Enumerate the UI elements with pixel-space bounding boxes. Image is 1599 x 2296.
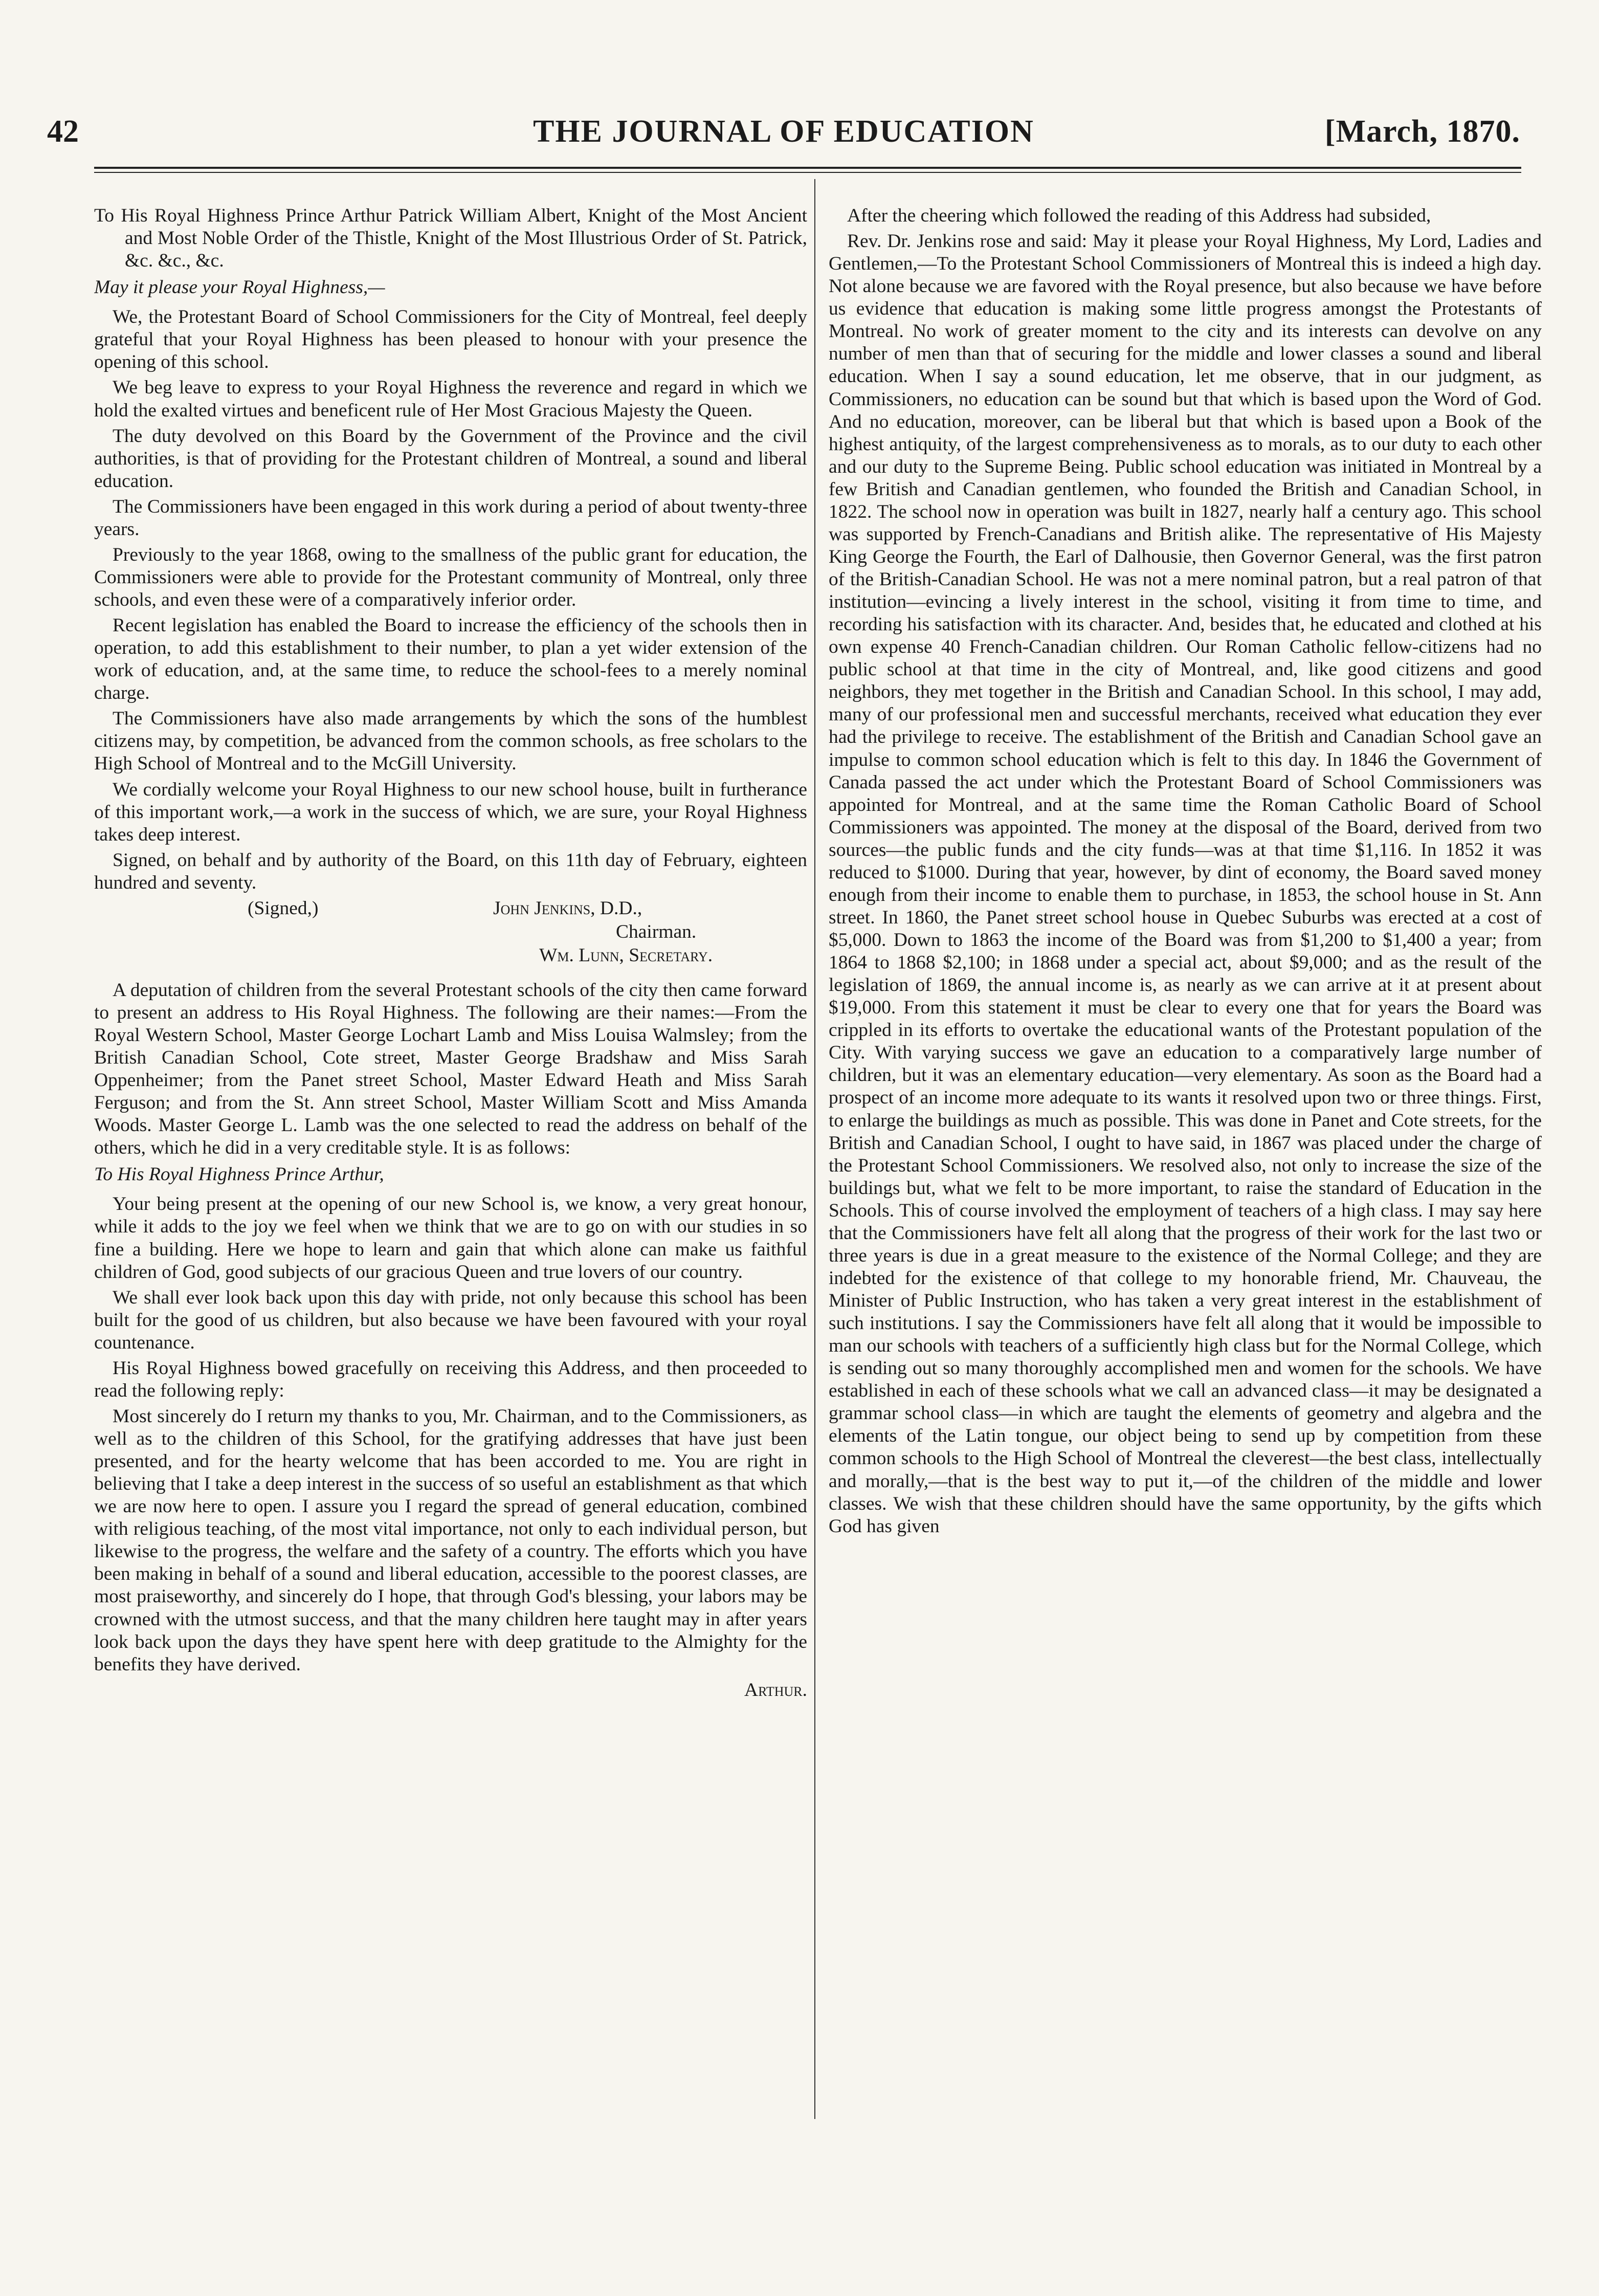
address-paragraph: We cordially welcome your Royal Highness to our new school house, built in furtherance of this important work,—a work in the success of which, we are sure, your Royal Highness takes deep interest. bbox=[94, 779, 807, 845]
issue-date: [March, 1870. bbox=[1324, 114, 1520, 149]
reply-signature: Arthur. bbox=[744, 1679, 807, 1701]
address-paragraph: The Commissioners have been engaged in this work during a period of about twenty-three years. bbox=[94, 496, 807, 540]
address-paragraph: The duty devolved on this Board by the Government of the Province and the civil authorities, is that of providing for the Protestant children of Montreal, a sound and liberal education. bbox=[94, 425, 807, 492]
header-rule-thick bbox=[94, 167, 1521, 169]
address-paragraph: Recent legislation has enabled the Board to increase the efficiency of the schools then in operation, to add this establishment to their number, to plan a yet wider extension of the work of education, and, at the same time, to reduce the school-fees to a merely nominal charge. bbox=[94, 615, 807, 704]
salutation: May it please your Royal Highness,— bbox=[94, 277, 385, 298]
bowed-paragraph: His Royal Highness bowed gracefully on receiving this Address, and then proceeded to read the following reply: bbox=[94, 1357, 807, 1401]
page-number: 42 bbox=[47, 114, 79, 149]
journal-title: THE JOURNAL OF EDUCATION bbox=[533, 114, 1034, 149]
signed-label: (Signed,) bbox=[248, 897, 319, 919]
address-paragraph: Signed, on behalf and by authority of the Board, on this 11th day of February, eighteen hundred and seventy. bbox=[94, 849, 807, 893]
address-paragraph: We, the Protestant Board of School Commissioners for the City of Montreal, feel deeply grateful that your Royal Highness has been pleased to honour with your presence the opening of this school. bbox=[94, 306, 807, 373]
reply-paragraph: Most sincerely do I return my thanks to you, Mr. Chairman, and to the Commissioners, as well as to the children of this School, for the gratifying addresses that have just been presented, and for the hearty welcome that has been accorded to me. You are right in believing that I take a deep interest in the success of so useful an establishment as that which we are now here to open. I assure you I regard the spread of general education, combined with religious teaching, of the most vital importance, not only to each individual person, but likewise to the progress, the welfare and the safety of a country. The efforts which you have been making in behalf of a sound and liberal education, accessible to the poorest classes, are most praiseworthy, and sincerely do I hope, that through God's blessing, your labors may be crowned with the utmost success, and that the many children here taught may in after years look back upon the days they have spent here with deep gratitude to the Almighty for the benefits they have derived. bbox=[94, 1405, 807, 1675]
children-address-heading: To His Royal Highness Prince Arthur, bbox=[94, 1164, 384, 1185]
signature-block bbox=[94, 897, 807, 968]
page-header bbox=[47, 114, 1520, 157]
children-address-paragraph: Your being present at the opening of our new School is, we know, a very great honour, while it adds to the joy we feel when we think that we are to go on with our studies in so fine a building. Here we hope to learn and gain that which alone can make us faithful children of God, good subjects of our gracious Queen and true lovers of our country. bbox=[94, 1194, 807, 1283]
column-divider bbox=[814, 179, 815, 2119]
signatory-chairman: John Jenkins, D.D., bbox=[493, 897, 642, 919]
header-rule-thin bbox=[94, 172, 1521, 173]
address-paragraph: The Commissioners have also made arrangements by which the sons of the humblest citizens may, by competition, be advanced from the common schools, as free scholars to the High School of Montreal and to the McGill University. bbox=[94, 708, 807, 775]
right-column bbox=[829, 205, 1542, 2118]
signatory-secretary: Wm. Lunn, Secretary. bbox=[539, 944, 713, 966]
children-address-paragraph: We shall ever look back upon this day with pride, not only because this school has been built for the good of us children, but also because we have been favoured with your royal countenance. bbox=[94, 1287, 807, 1353]
deputation-paragraph: A deputation of children from the several Protestant schools of the city then came forward to present an address to His Royal Highness. The following are their names:—From the Royal Western School, Master George Lochart Lamb and Miss Louisa Walmsley; from the British Canadian School, Cote street, Master George Bradshaw and Miss Sarah Oppenheimer; from the Panet street School, Master Edward Heath and Miss Sarah Ferguson; and from the St. Ann street School, Master William Scott and Miss Amanda Woods. Master George L. Lamb was the one selected to read the address on behalf of the others, which he did in a very creditable style. It is as follows: bbox=[94, 979, 807, 1159]
address-paragraph: We beg leave to express to your Royal Highness the reverence and regard in which we hold the exalted virtues and beneficent rule of Her Most Gracious Majesty the Queen. bbox=[94, 377, 807, 421]
address-paragraph: Previously to the year 1868, owing to the smallness of the public grant for education, the Commissioners were able to provide for the Protestant community of Montreal, only three schools, and even these were of a comparatively inferior order. bbox=[94, 544, 807, 610]
cheering-paragraph: After the cheering which followed the reading of this Address had subsided, bbox=[847, 205, 1431, 226]
address-heading: To His Royal Highness Prince Arthur Patrick William Albert, Knight of the Most Ancient and Most Noble Order of the Thistle, Knight of the Most Illustrious Order of St. Patrick, &c. &c., &c. bbox=[94, 205, 807, 272]
chairman-title: Chairman. bbox=[616, 921, 697, 942]
left-column bbox=[94, 205, 807, 2118]
jenkins-speech: Rev. Dr. Jenkins rose and said: May it please your Royal Highness, My Lord, Ladies and Gentlemen,—To the Protestant School Commissioners of Montreal this is indeed a high day. Not alone because we are favored with the Royal presence, but also because we have before us evidence that education is making some little progress amongst the Protestants of Montreal. No work of greater moment to the city and its interests can devolve on any number of men than that of securing for the middle and lower classes a sound and liberal education. When I say a sound education, let me observe, that in our judgment, as Commissioners, no education can be sound but that which is based upon the Word of God. And no education, moreover, can be liberal but that which is based upon a Book of the highest antiquity, of the largest comprehensiveness as to morals, as to our duty to each other and our duty to the Supreme Being. Public school education was initiated in Montreal by a few British and Canadian gentlemen, who founded the British and Canadian School, in 1822. The school now in operation was built in 1827, nearly half a century ago. This school was supported by French-Canadians and British alike. The representative of His Majesty King George the Fourth, the Earl of Dalhousie, then Governor General, was the first patron of the British-Canadian School. He was not a mere nominal patron, but a real patron of that institution—evincing a lively interest in the school, visiting it from time to time, and recording his satisfaction with its character. And, besides that, he educated and clothed at his own expense 40 French-Canadian children. Our Roman Catholic fellow-citizens had no public school at that time in the city of Montreal, and, like good citizens and good neighbors, they met together in the British and Canadian School. In this school, I may add, many of our professional men and successful merchants, received what education they ever had the privilege to receive. The establishment of the British and Canadian School gave an impulse to common school education which is felt to this day. In 1846 the Government of Canada passed the act under which the Protestant Board of School Commissioners was appointed for Montreal, and at the same time the Roman Catholic Board of School Commissioners was appointed. The money at the disposal of the Board, derived from two sources—the public funds and the city funds—was at that time $1,116. In 1852 it was reduced to $1000. During that year, however, by dint of economy, the Board saved money enough from their income to enable them to purchase, in 1853, the school house in St. Ann street. In 1860, the Panet street school house in Quebec Suburbs was erected at a cost of $5,000. Down to 1863 the income of the Board was from $1,200 to $1,400 a year; from 1864 to 1868 $2,100; in 1868 under a special act, about $9,000; and as the result of the legislation of 1869, the annual income is, as nearly as we can arrive at it at present about $19,000. From this statement it must be clear to every one that for years the Board was crippled in its efforts to overtake the educational wants of the Protestant population of the City. With varying success we gave an education to a comparatively large number of children, but it was an elementary education—very elementary. As soon as the Board had a prospect of an income more adequate to its wants it resolved upon two or three things. First, to enlarge the buildings as much as possible. This was done in Panet and Cote streets, for the British and Canadian School, I ought to have said, in 1867 was placed under the charge of the Protestant School Commissioners. We resolved also, not only to increase the size of the buildings but, what we felt to be more important, to raise the standard of Education in the Schools. This of course involved the employment of teachers of a high class. I may say here that the Commissioners have felt all along that the progress of their work for the last two or three years is due in a great measure to the existence of the Normal College; and they are indebted for the existence of that college to my honorable friend, Mr. Chauveau, the Minister of Public Instruction, who has taken a very great interest in the establishment of such institutions. I say the Commissioners have felt all along that it would be impossible to man our schools with teachers of a sufficiently high class but for the Normal College, which is sending out so many thoroughly accomplished men and women for the schools. We have established in each of these schools what we call an advanced class—it may be designated a grammar school class—in which are taught the elements of geometry and algebra and the elements of the Latin tongue, our object being to send up by competition from these common schools to the High School of Montreal the cleverest—the best class, intellectually and morally,—that is the best way to put it,—of the children of the middle and lower classes. We wish that these children should have the same opportunity, by the gifts which God has given bbox=[829, 231, 1542, 1537]
